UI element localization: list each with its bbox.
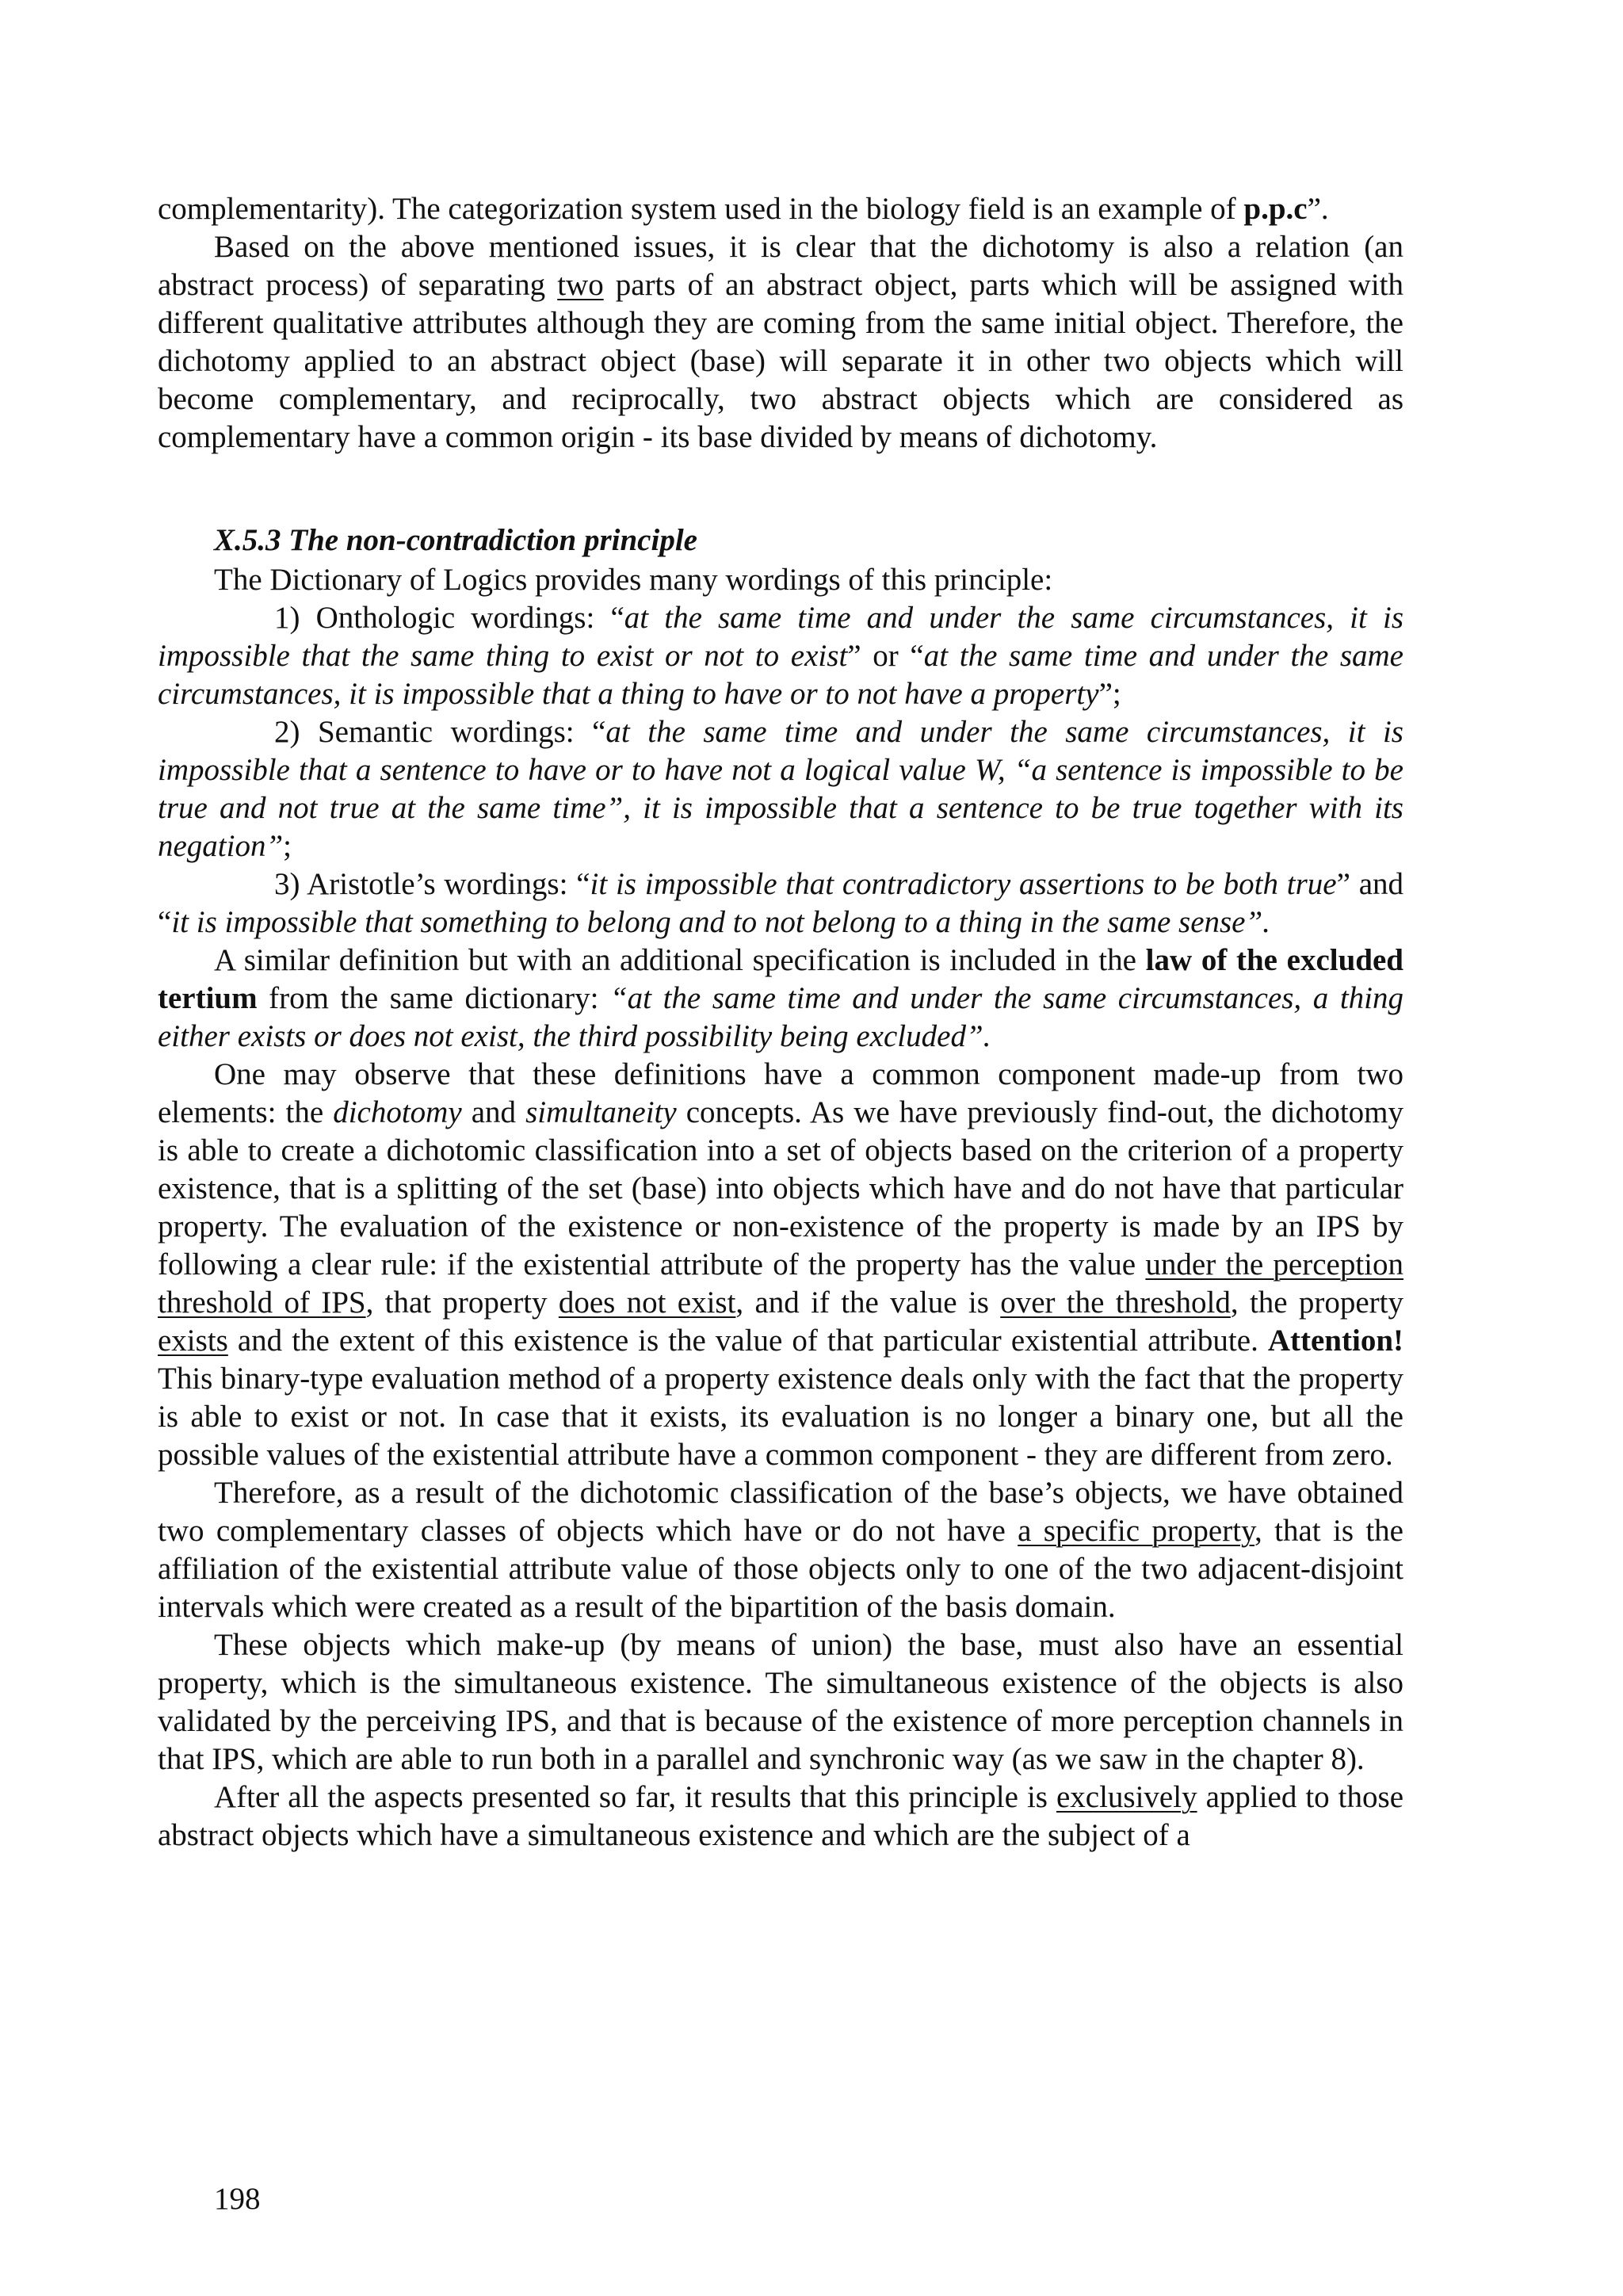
text: Based on the above mentioned issues, it is clear that the dichotomy is also a relation (an abstract process) of separating bbox=[158, 230, 1403, 302]
underlined-term: exclusively bbox=[1056, 1780, 1197, 1814]
italic-quote: it is impossible that contradictory assertions to be both true bbox=[590, 867, 1337, 901]
underlined-term: two bbox=[557, 268, 604, 302]
underlined-term: exists bbox=[158, 1324, 228, 1358]
text: 1) Onthologic wordings: “ bbox=[274, 601, 624, 635]
text: applied to those abstract objects which have a simultaneous existence and which are the subject of a bbox=[158, 1780, 1404, 1852]
text: ” or “ bbox=[847, 639, 924, 673]
text: from the same dictionary: bbox=[257, 981, 610, 1015]
paragraph-dichotomy bbox=[158, 228, 1403, 457]
text: ”. bbox=[1307, 192, 1329, 226]
text: This binary-type evaluation method of a property existence deals only with the fact that the property is able to exist or not. In case that it exists, its evaluation is no longer a binary one, but all the possible values of the existential attribute have a common component - they are different from zero. bbox=[158, 1362, 1403, 1472]
text: , the property bbox=[1230, 1286, 1403, 1320]
italic-quote: at the same time and under the same circumstances, it is impossible that a thing to have or to not have a property bbox=[158, 639, 1403, 711]
paragraph-excluded-tertium bbox=[158, 942, 1403, 1056]
text: After all the aspects presented so far, it results that this principle is bbox=[214, 1780, 1056, 1814]
text: parts of an abstract object, parts which will be assigned with different qualitative attributes although they are coming from the same initial object. Therefore, the dichotomy applied to an abstract object (base) will separate it in other two objects which will become complementary, and reciprocally, two abstract objects which are considered as complementary have a common origin - its base divided by means of dichotomy. bbox=[158, 268, 1403, 454]
underlined-term: a specific property bbox=[1018, 1514, 1255, 1548]
bold-term: law of the excluded tertium bbox=[158, 943, 1403, 1015]
page-body bbox=[158, 190, 1403, 1855]
text: 3) Aristotle’s wordings: “ bbox=[274, 867, 590, 901]
bold-term: Attention! bbox=[1267, 1324, 1403, 1358]
text: Therefore, as a result of the dichotomic classification of the base’s objects, we have obtained two complementary classes of objects which have or do not have bbox=[158, 1476, 1403, 1548]
text: , and if the value is bbox=[735, 1286, 1001, 1320]
text: , that is the affiliation of the existential attribute value of those objects only to one of the two adjacent-disjoint intervals which were created as a result of the bipartition of the basis domain. bbox=[158, 1514, 1403, 1624]
text: ”; bbox=[1098, 677, 1121, 711]
text: and the extent of this existence is the value of that particular existential attribute. bbox=[227, 1324, 1268, 1358]
italic-quote: it is impossible that something to belong and to not belong to a thing in the same sense”. bbox=[171, 905, 1270, 939]
paragraph-continued bbox=[158, 190, 1403, 228]
underlined-term: over the threshold bbox=[1000, 1286, 1231, 1320]
text: complementarity). The categorization system used in the biology field is an example of bbox=[158, 192, 1244, 226]
italic-quote: at the same time and under the same circumstances, it is impossible that the same thing to exist or not to exist bbox=[158, 601, 1403, 673]
text: , that property bbox=[365, 1286, 559, 1320]
section-heading: X.5.3 The non-contradiction principle bbox=[214, 523, 697, 557]
page-number: 198 bbox=[214, 2182, 261, 2216]
list-item-semantic bbox=[158, 713, 1403, 865]
text: and bbox=[461, 1095, 526, 1129]
text: ; bbox=[283, 829, 292, 863]
text: ” and “ bbox=[158, 867, 1404, 939]
italic-term: simultaneity bbox=[525, 1095, 677, 1129]
italic-quote: at the same time and under the same circumstances, it is impossible that a sentence to have or to have not a logical value W, “a sentence is impossible to be true and not true at the same time”, it is impossible that a sentence to be true together with its negation” bbox=[158, 715, 1403, 863]
italic-term: dichotomy bbox=[333, 1095, 462, 1129]
italic-quote: “at the same time and under the same circumstances, a thing either exists or does not exist, the third possibility being excluded”. bbox=[158, 981, 1403, 1053]
text: 2) Semantic wordings: “ bbox=[274, 715, 606, 749]
text: A similar definition but with an additional specification is included in the bbox=[214, 943, 1146, 977]
paragraph-simultaneous: These objects which make-up (by means of union) the base, must also have an essential property, which is the simultaneous existence. The simultaneous existence of the objects is also validated by the perceiving IPS, and that is because of the existence of more perception channels in that IPS, which are able to run both in a parallel and synchronic way (as we saw in the chapter 8). bbox=[158, 1628, 1403, 1776]
underlined-term: under the perception threshold of IPS bbox=[158, 1247, 1404, 1320]
list-item-aristotle bbox=[158, 865, 1403, 942]
paragraph-classes bbox=[158, 1474, 1403, 1626]
text: concepts. As we have previously find-out, the dichotomy is able to create a dichotomic classification into a set of objects based on the criterion of a property existence, that is a splitting of the set (base) into objects which have and do not have that particular property. The evaluation of the existence or non-existence of the property is made by an IPS by following a clear rule: if the existential attribute of the property has the value bbox=[158, 1095, 1404, 1282]
underlined-term: does not exist bbox=[558, 1286, 736, 1320]
paragraph-conclusion bbox=[158, 1778, 1403, 1855]
paragraph-observation bbox=[158, 1056, 1403, 1474]
bold-term: p.p.c bbox=[1243, 192, 1308, 226]
paragraph-intro: The Dictionary of Logics provides many wordings of this principle: bbox=[214, 563, 1053, 597]
list-item-onthologic bbox=[158, 599, 1403, 713]
text: One may observe that these definitions have a common component made-up from two elements: the bbox=[158, 1057, 1403, 1129]
